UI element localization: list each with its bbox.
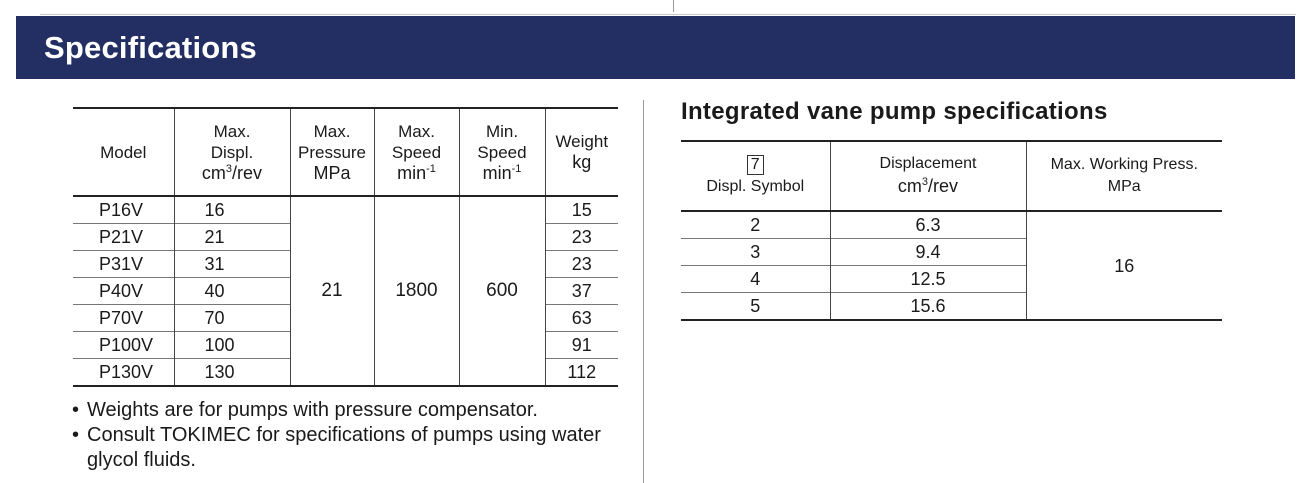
symbol-cell: 2 bbox=[750, 215, 761, 235]
weight-cell: 37 bbox=[545, 278, 618, 305]
model-cell: P16V bbox=[99, 200, 144, 220]
table-row bbox=[681, 211, 1222, 239]
bullet-icon: • bbox=[72, 399, 80, 421]
max-speed-cell: 1800 bbox=[374, 196, 459, 386]
symbol-cell: 4 bbox=[681, 266, 830, 293]
displ-cell: 21 bbox=[174, 224, 290, 251]
displ-cell: 70 bbox=[174, 305, 290, 332]
symbol-cell: 5 bbox=[681, 293, 830, 321]
note-item bbox=[72, 423, 647, 473]
notes-list bbox=[72, 398, 647, 473]
displ-cell: 16 bbox=[174, 196, 290, 224]
banner-title: Specifications bbox=[44, 30, 257, 65]
weight-cell: 23 bbox=[545, 224, 618, 251]
header-max-displ: Max. Displ. $cm^3$/rev bbox=[174, 108, 290, 196]
displ-cell: 130 bbox=[174, 359, 290, 387]
header-max-pressure: Max. Pressure MPa bbox=[290, 108, 374, 196]
note-text: Weights are for pumps with pressure compensator. bbox=[87, 399, 538, 421]
displ-cell: 100 bbox=[174, 332, 290, 359]
spec-table bbox=[73, 107, 618, 387]
displacement-cell: 15.6 bbox=[830, 293, 1026, 321]
model-cell: P100V bbox=[73, 332, 174, 359]
header-max-working-press: Max. Working Press. MPa bbox=[1026, 141, 1222, 211]
weight-cell: 63 bbox=[545, 305, 618, 332]
model-cell: P40V bbox=[73, 278, 174, 305]
table-row bbox=[73, 196, 618, 224]
model-cell: P21V bbox=[73, 224, 174, 251]
displ-cell: 31 bbox=[174, 251, 290, 278]
note-text: Consult TOKIMEC for specifications of pumps using water glycol fluids. bbox=[87, 424, 601, 471]
displacement-cell: 6.3 bbox=[830, 211, 1026, 239]
header-displ-symbol: 7 Displ. Symbol bbox=[681, 141, 830, 211]
displacement-cell: 9.4 bbox=[830, 239, 1026, 266]
weight-cell: 23 bbox=[545, 251, 618, 278]
bullet-icon: • bbox=[72, 424, 80, 446]
header-min-speed: Min. Speed $\min^{-1}$ bbox=[459, 108, 545, 196]
spec-header-row bbox=[73, 108, 618, 196]
symbol-cell: 3 bbox=[681, 239, 830, 266]
weight-cell: 15 bbox=[545, 196, 618, 224]
model-cell: P31V bbox=[73, 251, 174, 278]
top-tick bbox=[673, 0, 674, 12]
min-speed-cell: 600 bbox=[459, 196, 545, 386]
section-banner bbox=[16, 16, 1295, 79]
top-rule bbox=[40, 14, 1296, 15]
pressure-cell: 21 bbox=[290, 196, 374, 386]
header-displacement: Displacement $cm^3$/rev bbox=[830, 141, 1026, 211]
header-model: Model bbox=[73, 108, 174, 196]
vane-header-row bbox=[681, 141, 1222, 211]
weight-cell: 112 bbox=[545, 359, 618, 387]
vane-spec-table bbox=[681, 140, 1222, 321]
model-cell: P130V bbox=[73, 359, 174, 387]
note-item bbox=[72, 398, 647, 423]
weight-cell: 91 bbox=[545, 332, 618, 359]
displacement-cell: 12.5 bbox=[830, 266, 1026, 293]
header-max-speed: Max. Speed $\min^{-1}$ bbox=[374, 108, 459, 196]
vane-section-title: Integrated vane pump specifications bbox=[681, 98, 1108, 125]
model-cell: P70V bbox=[73, 305, 174, 332]
header-weight: Weight kg bbox=[545, 108, 618, 196]
displ-cell: 40 bbox=[174, 278, 290, 305]
working-press-cell: 16 bbox=[1026, 211, 1222, 320]
symbol-box: 7 bbox=[747, 155, 764, 175]
